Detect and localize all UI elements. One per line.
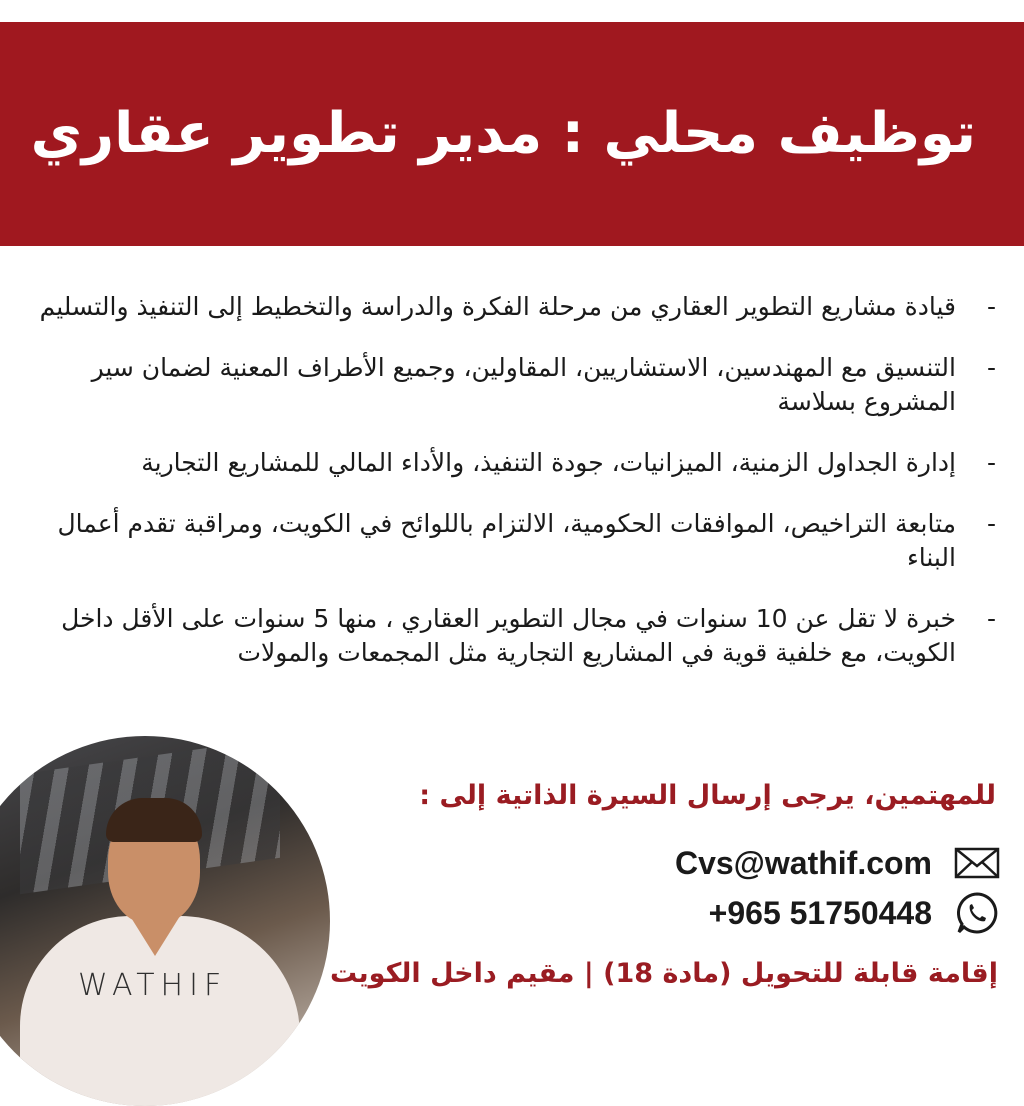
phone-link[interactable]: +965 51750448 (708, 894, 932, 931)
list-item (15, 507, 1000, 575)
email-row (675, 840, 1000, 886)
bullet-marker: - (986, 292, 996, 321)
list-item-text: التنسيق مع المهندسين، الاستشاريين، المقاولين، وجميع الأطراف المعنية لضمان سير المشروع بسلاسة (91, 353, 956, 416)
list-item (15, 446, 1000, 480)
bullet-marker: - (986, 448, 996, 477)
list-item-text: قيادة مشاريع التطوير العقاري من مرحلة الفكرة والدراسة والتخطيط إلى التنفيذ والتسليم (39, 292, 956, 321)
bullet-marker: - (986, 509, 996, 538)
email-link[interactable]: Cvs@wathif.com (674, 844, 932, 881)
header-banner (0, 22, 1024, 246)
list-item-text: إدارة الجداول الزمنية، الميزانيات، جودة التنفيذ، والأداء المالي للمشاريع التجارية (141, 448, 956, 477)
contact-heading: للمهتمين، يرجى إرسال السيرة الذاتية إلى : (419, 780, 996, 811)
bullet-marker: - (986, 604, 996, 633)
whatsapp-icon (954, 890, 1000, 936)
responsibilities-list (15, 290, 1000, 697)
envelope-icon (954, 840, 1000, 886)
candidate-photo (0, 736, 330, 1106)
list-item (15, 602, 1000, 670)
phone-row (709, 890, 1000, 936)
list-item (15, 351, 1000, 419)
wathif-logo: WATHIF (78, 968, 228, 1003)
list-item-text: متابعة التراخيص، الموافقات الحكومية، الالتزام باللوائح في الكويت، ومراقبة تقدم أعمال البناء (57, 509, 956, 572)
list-item-text: خبرة لا تقل عن 10 سنوات في مجال التطوير العقاري ، منها 5 سنوات على الأقل داخل الكويت، مع خلفية قوية في المشاريع التجارية مثل المجمعات والمولات (61, 604, 956, 667)
page-title: توظيف محلي : مدير تطوير عقاري (30, 101, 976, 166)
list-item (15, 290, 1000, 324)
hair-shape (106, 798, 202, 842)
residency-note: إقامة قابلة للتحويل (مادة 18) | مقيم داخل الكويت (329, 958, 998, 989)
bullet-marker: - (986, 353, 996, 382)
